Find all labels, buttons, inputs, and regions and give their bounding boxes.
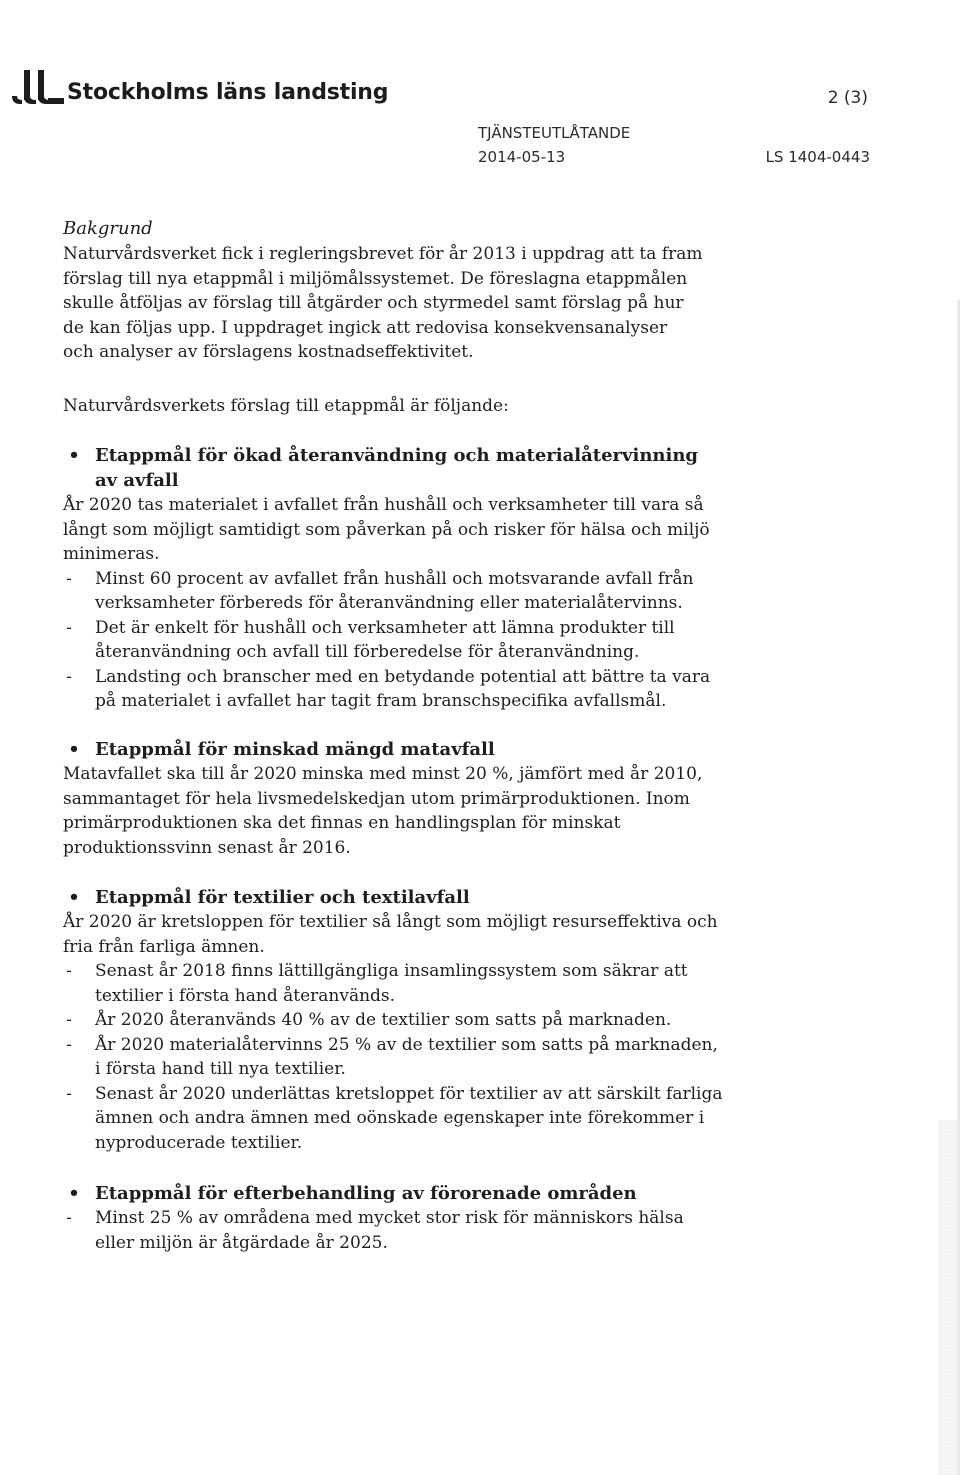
list-item [63,665,723,714]
goal-heading [63,1181,723,1206]
section-title-background: Bakgrund [63,218,153,239]
goal-heading-text: Etappmål för textilier och textilavfall [95,887,470,908]
goal-heading [63,443,715,493]
dash-icon: - [66,568,72,589]
dash-icon: - [66,1208,72,1228]
list-item [63,959,723,1008]
list-item-text: Minst 25 % av områdena med mycket stor risk för människors hälsa eller miljön är åtgärdade år 2025. [95,1208,684,1253]
goal-heading-text: Etappmål för ökad återanvändning och materialåtervinning av avfall [95,445,699,491]
list-item [63,567,723,616]
list-item-text: Minst 60 procent av avfallet från hushåll och motsvarande avfall från verksamheter förbereds för återanvändning eller materialåtervinns. [95,568,694,613]
goal-section-contaminated-areas [63,1181,723,1255]
bullet-icon: • [68,739,80,760]
intro-paragraph: Naturvårdsverkets förslag till etappmål är följande: [63,396,509,416]
list-item-text: Senast år 2020 underlättas kretsloppet för textilier av att särskilt farliga ämnen och andra ämnen med oönskade egenskaper inte förekommer i nyproducerade textilier. [95,1083,723,1153]
goal-text: År 2020 tas materialet i avfallet från hushåll och verksamheter till vara så långt som möjligt samtidigt som påverkan på och risker för hälsa och miljö minimeras. [63,495,710,564]
list-item-text: År 2020 materialåtervinns 25 % av de textilier som satts på marknaden, i första hand till nya textilier. [95,1034,718,1079]
document-type: TJÄNSTEUTLÅTANDE [478,124,631,142]
list-item [63,1206,723,1255]
list-item-text: År 2020 återanvänds 40 % av de textilier som satts på marknaden. [95,1010,672,1030]
bullet-icon: • [68,1183,80,1204]
list-item [63,1082,723,1156]
bullet-icon: • [68,887,80,908]
sll-logo-icon [10,66,66,106]
dash-icon: - [66,961,72,981]
dash-icon: - [66,1034,72,1055]
bullet-icon: • [68,445,80,466]
scan-edge-noise [938,1120,960,1475]
list-item-text: Landsting och branscher med en betydande potential att bättre ta vara på materialet i avfallet har tagit fram branschspecifika avfallsmål. [95,666,711,711]
background-paragraph: Naturvårdsverket fick i regleringsbrevet för år 2013 i uppdrag att ta fram förslag till nya etappmål i miljömålssystemet. De föreslagna etappmålen skulle åtföljas av förslag till åtgärder och styrmedel samt förslag på hur de kan följas upp. I uppdraget ingick att redovisa konsekvensanalyser och analyser av förslagens kostnadseffektivitet. [63,244,703,362]
goal-section-textiles [63,885,723,1155]
goal-heading [63,737,723,762]
goal-heading [63,885,723,910]
list-item [63,616,723,665]
list-item [63,1008,723,1033]
document-reference: LS 1404-0443 [765,148,870,166]
goal-heading-text: Etappmål för minskad mängd matavfall [95,739,495,760]
document-date: 2014-05-13 [478,148,566,166]
dash-icon: - [66,1083,72,1104]
dash-icon: - [66,666,72,687]
goal-heading-text: Etappmål för efterbehandling av förorenade områden [95,1183,637,1204]
dash-icon: - [66,1010,72,1030]
goal-text: År 2020 är kretsloppen för textilier så långt som möjligt resurseffektiva och fria från farliga ämnen. [63,912,718,957]
list-item-text: Senast år 2018 finns lättillgängliga insamlingssystem som säkrar att textilier i första hand återanvänds. [95,961,688,1006]
goal-section-waste-recycling [63,443,723,714]
goal-section-food-waste [63,737,723,860]
list-item [63,1033,723,1082]
page-number: 2 (3) [827,88,868,108]
goal-text: Matavfallet ska till år 2020 minska med minst 20 %, jämfört med år 2010, sammantaget för hela livsmedelskedjan utom primärproduktionen. Inom primärproduktionen ska det finnas en handlingsplan för minskat produktionssvinn senast år 2016. [63,764,703,858]
list-item-text: Det är enkelt för hushåll och verksamheter att lämna produkter till återanvändning och avfall till förberedelse för återanvändning. [95,617,675,662]
dash-icon: - [66,617,72,638]
organization-name: Stockholms läns landsting [67,80,389,105]
sll-logo [10,66,66,106]
